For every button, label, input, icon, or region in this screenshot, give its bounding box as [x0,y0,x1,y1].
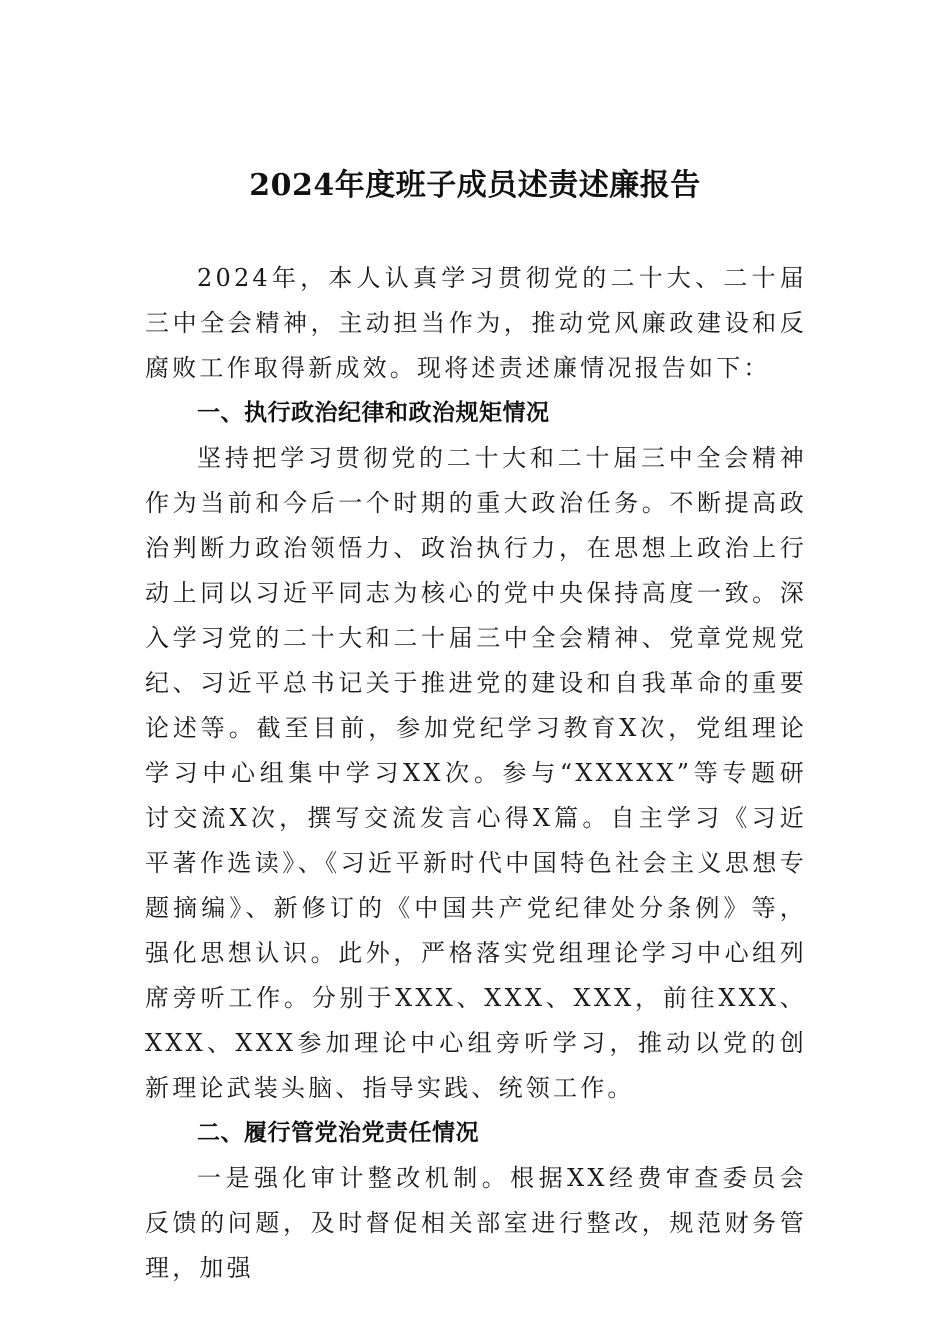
intro-paragraph: 2024年，本人认真学习贯彻党的二十大、二十届三中全会精神，主动担当作为，推动党风廉政建设和反腐败工作取得新成效。现将述责述廉情况报告如下： [145,264,807,382]
document-title: 2024年度班子成员述责述廉报告 [249,168,701,203]
section-paragraph-1: 坚持把学习贯彻党的二十大和二十届三中全会精神作为当前和今后一个时期的重大政治任务。不断提高政治判断力政治领悟力、政治执行力，在思想上政治上行动上同以习近平同志为核心的党中央保持高度一致。深入学习党的二十大和二十届三中全会精神、党章党规党纪、习近平总书记关于推进党的建设和自我革命的重要论述等。截至目前，参加党纪学习教育X次，党组理论学习中心组集中学习XX次。参与“XXXXX”等专题研讨交流X次，撰写交流发言心得X篇。自主学习《习近平著作选读》、《习近平新时代中国特色社会主义思想专题摘编》、新修订的《中国共产党纪律处分条例》等，强化思想认识。此外，严格落实党组理论学习中心组列席旁听工作。分别于XXX、XXX、XXX，前往XXX、XXX、XXX参加理论中心组旁听学习，推动以党的创新理论武装头脑、指导实践、统领工作。 [145,444,807,1102]
section-paragraph-2: 一是强化审计整改机制。根据XX经费审查委员会反馈的问题，及时督促相关部室进行整改，规范财务管理，加强 [145,1164,807,1282]
section-heading-1: 一、执行政治纪律和政治规矩情况 [197,400,550,426]
document-body [145,256,807,1291]
section-heading-2: 二、履行管党治党责任情况 [197,1120,479,1146]
